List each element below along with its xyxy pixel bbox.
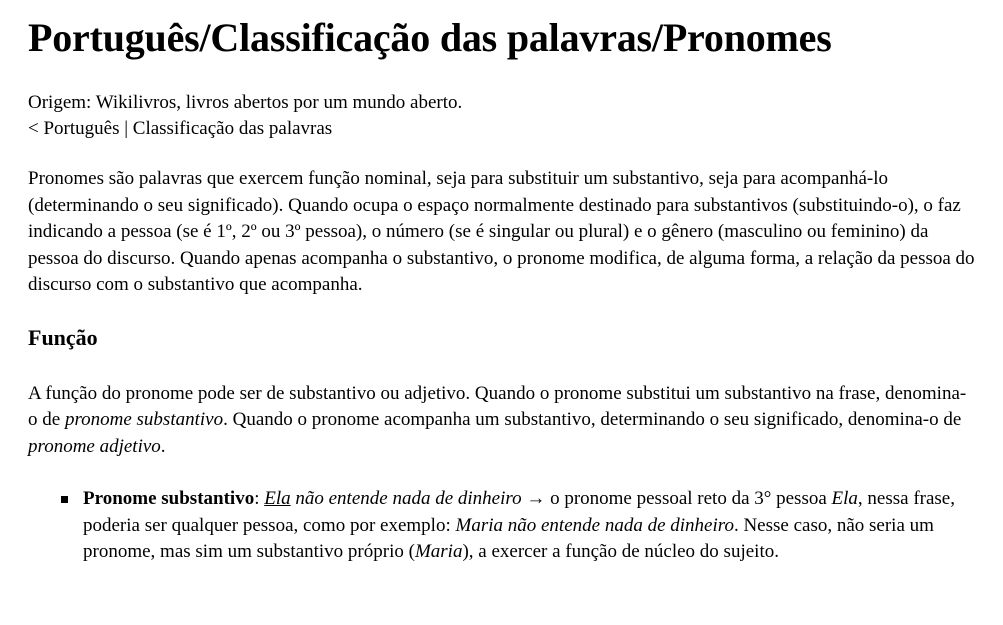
breadcrumb-link-portugues[interactable]: Português <box>43 118 120 139</box>
funcao-text-3: . <box>160 435 166 457</box>
funcao-text-2: . Quando o pronome acompanha um substantivo, determinando o seu significado, denomina-o de <box>223 409 962 431</box>
breadcrumb-separator: | <box>119 118 133 139</box>
term-pronome-adjetivo: pronome adjetivo <box>28 435 161 457</box>
example-rest: não entende nada de dinheiro <box>290 488 522 510</box>
item-text-3: . Nesse caso, não seria um pronome, mas sim um substantivo próprio ( <box>83 514 934 563</box>
funcao-text-1: A função do pronome pode ser de substantivo ou adjetivo. Quando o pronome substitui um substantivo na frase, denomina-o de <box>28 382 967 431</box>
intro-paragraph: Pronomes são palavras que exercem função nominal, seja para substituir um substantivo, seja para acompanhá-lo (determinando o seu significado). Quando ocupa o espaço normalmente destinado para substantivos (substituindo-o), o faz indicando a pessoa (se é 1º, 2º ou 3º pessoa), o número (se é singular ou plural) e o gênero (masculino ou feminino) da pessoa do discurso. Quando apenas acompanha o substantivo, o pronome modifica, de alguma forma, a relação da pessoa do discurso com o substantivo que acompanha. <box>28 168 975 295</box>
right-arrow-icon: → <box>521 488 551 510</box>
item-text-4: ), a exercer a função de núcleo do sujeito. <box>462 541 779 563</box>
funcao-list <box>28 486 975 566</box>
item-em-1: Ela <box>831 488 858 510</box>
item-label: Pronome substantivo <box>83 488 255 510</box>
item-em-2: Maria não entende nada de dinheiro <box>455 514 734 536</box>
page-subtitle <box>28 90 975 142</box>
breadcrumb <box>28 116 975 142</box>
page-title: Português/Classificação das palavras/Pronomes <box>28 15 832 60</box>
breadcrumb-link-classificacao[interactable]: Classificação das palavras <box>132 118 333 139</box>
square-bullet-icon <box>61 496 68 503</box>
item-text-1: o pronome pessoal reto da 3° pessoa <box>550 488 832 510</box>
term-pronome-substantivo: pronome substantivo <box>64 409 224 431</box>
example-ela: Ela <box>264 488 291 510</box>
item-text-2: , nessa frase, poderia ser qualquer pessoa, como por exemplo: <box>83 488 955 536</box>
breadcrumb-prefix: < <box>28 118 44 139</box>
item-em-3: Maria <box>414 541 463 563</box>
item-colon: : <box>254 488 265 510</box>
origin-note: Origem: Wikilivros, livros abertos por um mundo aberto. <box>28 92 463 113</box>
list-item <box>83 486 975 566</box>
section-heading-funcao: Função <box>28 324 98 350</box>
funcao-paragraph <box>28 381 975 461</box>
